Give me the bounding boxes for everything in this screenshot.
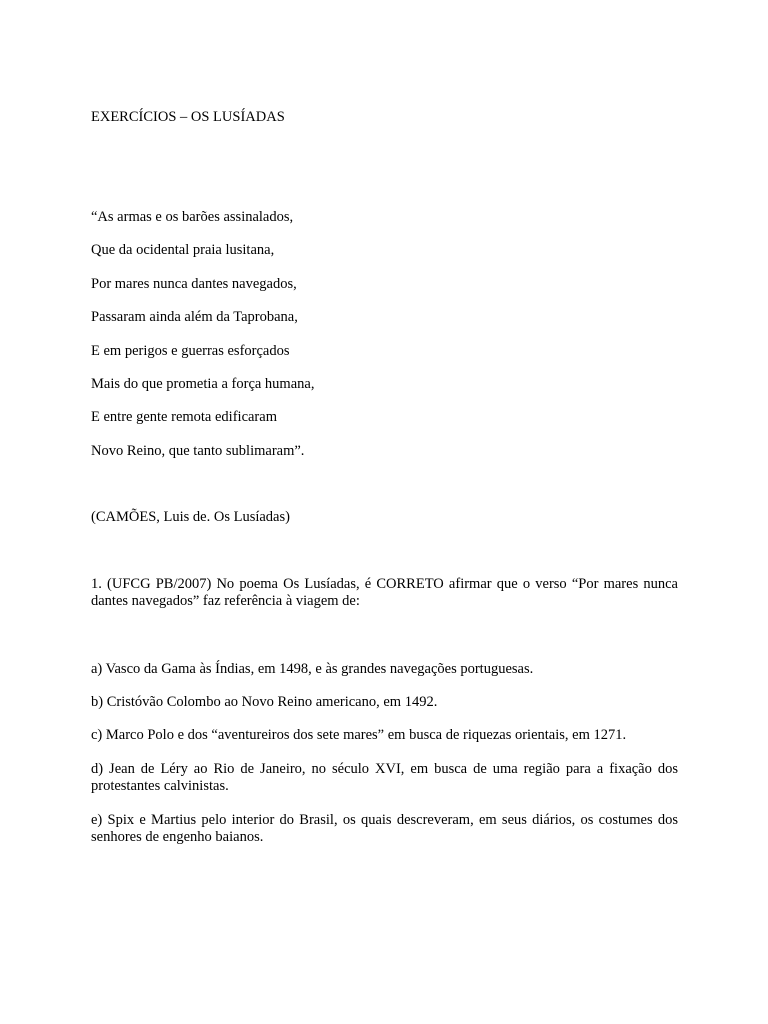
answer-option-d: d) Jean de Léry ao Rio de Janeiro, no século XVI, em busca de uma região para a fixação dos protestantes calvinistas.: [91, 761, 678, 794]
answer-option-a: a) Vasco da Gama às Índias, em 1498, e às grandes navegações portuguesas.: [91, 661, 534, 677]
poem-line: E em perigos e guerras esforçados: [91, 343, 290, 359]
page-title: EXERCÍCIOS – OS LUSÍADAS: [91, 109, 285, 125]
poem-line: Novo Reino, que tanto sublimaram”.: [91, 443, 305, 459]
answer-option-e: e) Spix e Martius pelo interior do Brasil, os quais descreveram, em seus diários, os costumes dos senhores de engenho baianos.: [91, 812, 678, 845]
poem-line: Que da ocidental praia lusitana,: [91, 242, 275, 258]
question-text: 1. (UFCG PB/2007) No poema Os Lusíadas, é CORRETO afirmar que o verso “Por mares nunca dantes navegados” faz referência à viagem de:: [91, 576, 678, 609]
poem-line: Passaram ainda além da Taprobana,: [91, 309, 298, 325]
poem-line: E entre gente remota edificaram: [91, 409, 277, 425]
answer-option-c: c) Marco Polo e dos “aventureiros dos sete mares” em busca de riquezas orientais, em 1271.: [91, 727, 627, 743]
poem-line: “As armas e os barões assinalados,: [91, 209, 294, 225]
poem-citation: (CAMÕES, Luis de. Os Lusíadas): [91, 509, 290, 525]
answer-option-b: b) Cristóvão Colombo ao Novo Reino americano, em 1492.: [91, 694, 438, 710]
poem-line: Mais do que prometia a força humana,: [91, 376, 315, 392]
poem-line: Por mares nunca dantes navegados,: [91, 276, 297, 292]
